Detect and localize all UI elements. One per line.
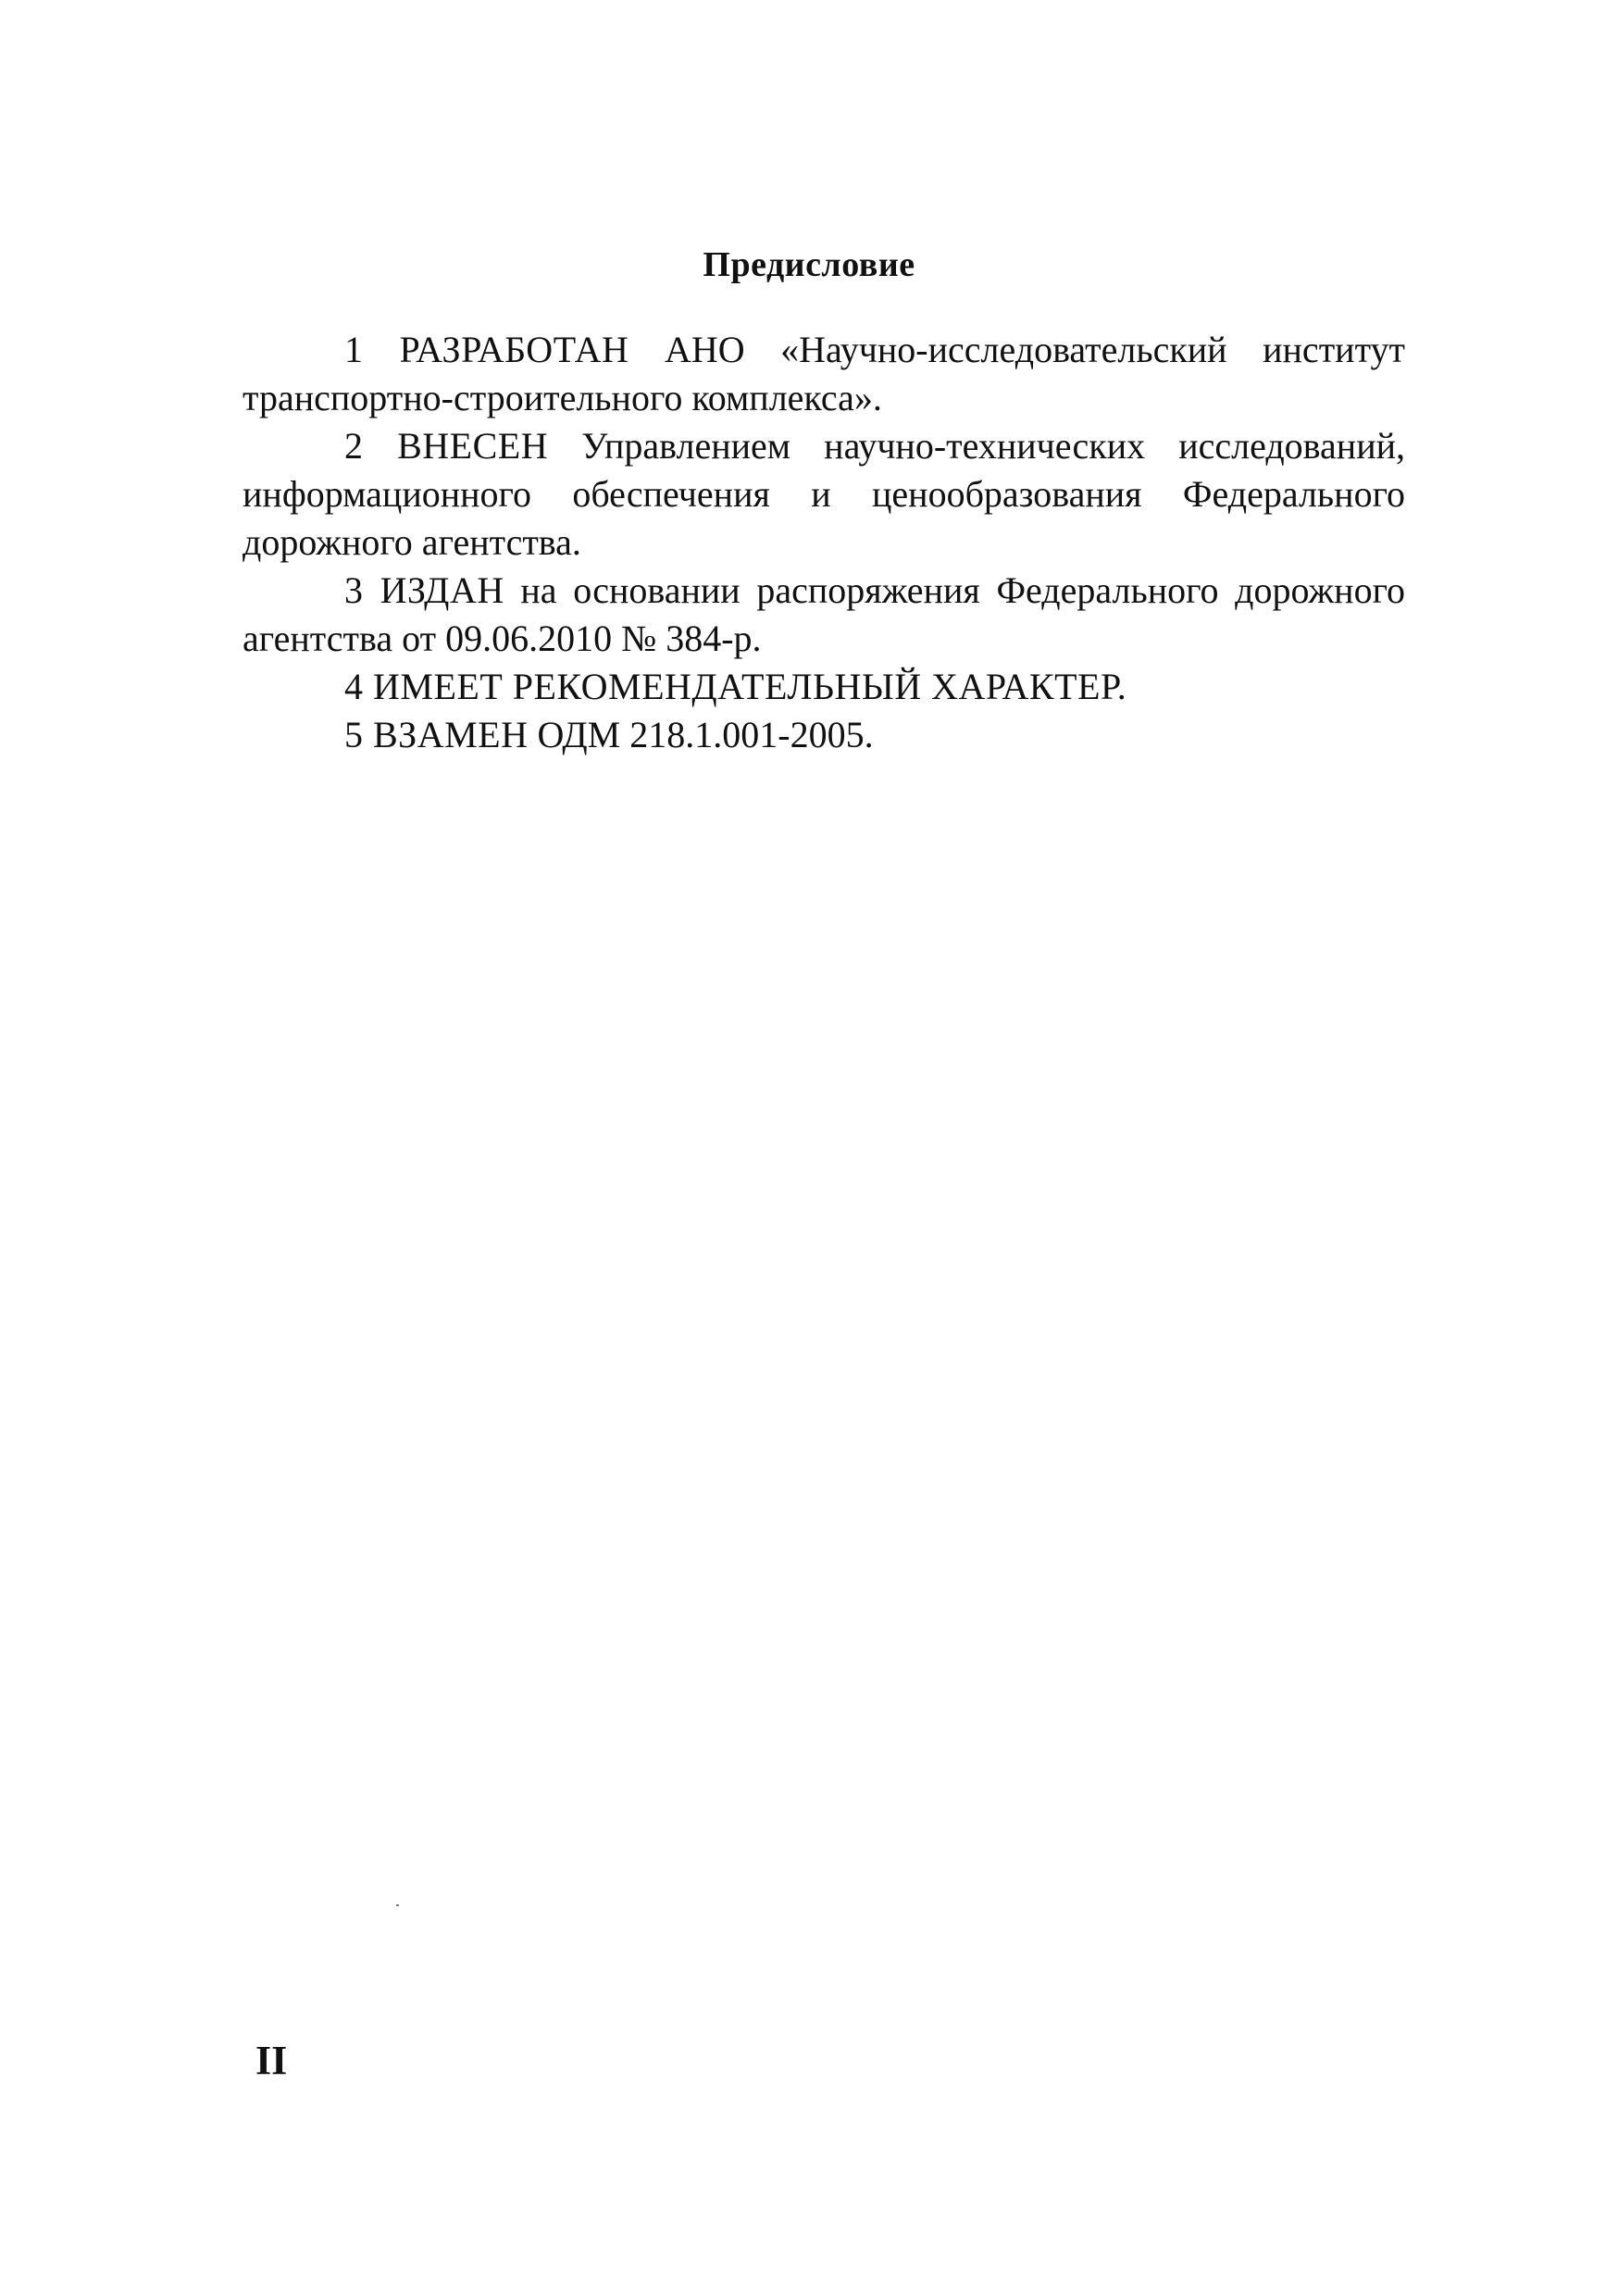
page-title: Предисловие	[703, 245, 915, 284]
foreword-paragraph-1	[243, 326, 1405, 422]
paragraph-text: на основании распоряжения Федерального дорожного агентства от 09.06.2010 № 384-р.	[243, 569, 1405, 659]
page-number: II	[255, 2038, 288, 2083]
foreword-body	[243, 326, 1405, 759]
paragraph-lead: 3 ИЗДАН	[344, 569, 504, 611]
paragraph-text: ОДМ 218.1.001-2005.	[528, 714, 874, 755]
foreword-paragraph-2	[243, 422, 1405, 567]
scan-speck	[396, 1904, 399, 1906]
paragraph-text: Управлением научно-технических исследований, информационного обеспечения и ценообразования Федерального дорожного агентства.	[243, 425, 1406, 563]
foreword-paragraph-4	[243, 663, 1405, 711]
paragraph-lead: 5 ВЗАМЕН	[344, 714, 529, 755]
foreword-paragraph-3	[243, 567, 1405, 663]
foreword-paragraph-5	[243, 711, 1405, 759]
paragraph-lead: 4 ИМЕЕТ РЕКОМЕНДАТЕЛЬНЫЙ ХАРАКТЕР.	[344, 666, 1127, 707]
paragraph-lead: 1 РАЗРАБОТАН	[344, 329, 629, 370]
paragraph-text: АНО «Научно-исследовательский институт транспортно-строительного комплекса».	[243, 329, 1406, 418]
paragraph-lead: 2 ВНЕСЕН	[344, 425, 549, 467]
